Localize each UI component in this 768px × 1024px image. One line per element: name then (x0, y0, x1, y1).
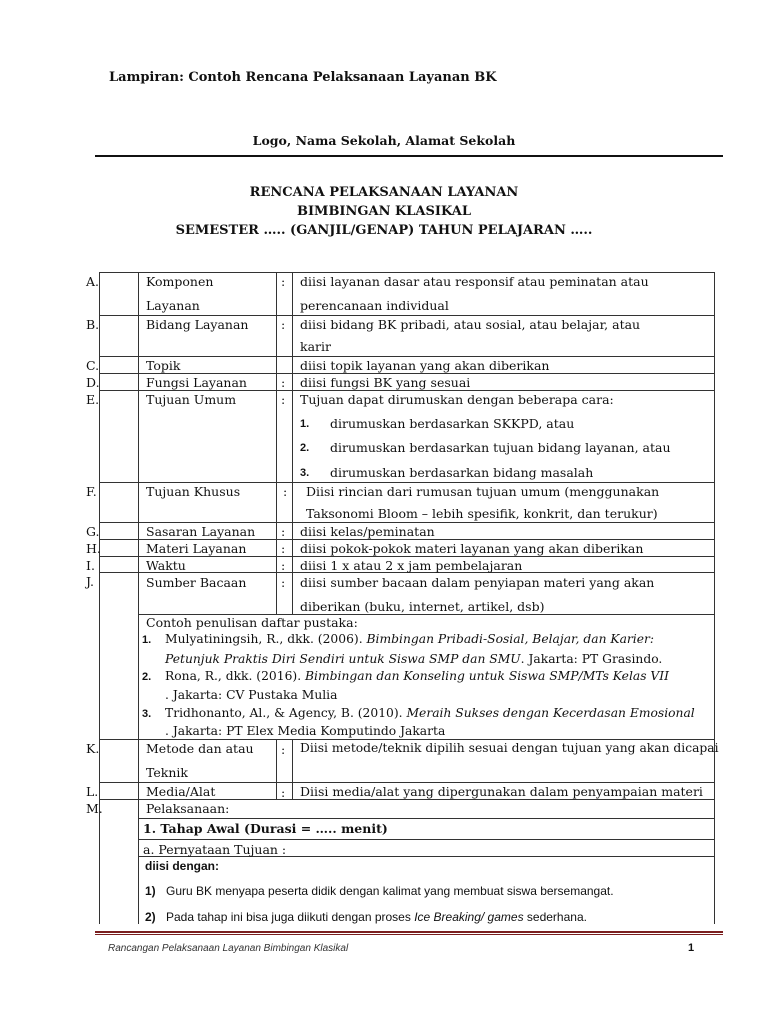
row-k-label2: Teknik (146, 765, 188, 780)
ref3-num: 3. (142, 708, 152, 720)
row-m-label: Pelaksanaan: (146, 801, 230, 816)
row-f-value1: Diisi rincian dari rumusan tujuan umum (menggunakan (306, 484, 660, 499)
tahap-awal-heading: 1. Tahap Awal (Durasi = ….. menit) (143, 821, 388, 836)
ref2-line1: Rona, R., dkk. (2016). Bimbingan dan Konseling untuk Siswa SMP/MTs Kelas VII (165, 669, 670, 683)
row-j-label: Sumber Bacaan (146, 575, 247, 590)
row-c-value: diisi topik layanan yang akan diberikan (300, 358, 550, 373)
page-number: 1 (688, 942, 695, 954)
row-l-value: Diisi media/alat yang dipergunakan dalam penyampaian materi (300, 784, 703, 799)
row-e-label: Tujuan Umum (146, 392, 237, 407)
row-e-colon: : (281, 392, 286, 407)
row-e-item3-text: dirumuskan berdasarkan bidang masalah (330, 465, 594, 480)
row-h-colon: : (281, 541, 286, 556)
row-e-item3-num: 3. (300, 467, 310, 479)
row-a-label1: Komponen (146, 274, 214, 289)
row-e-item1-num: 1. (300, 418, 310, 430)
doc-title-line3: SEMESTER ….. (GANJIL/GENAP) TAHUN PELAJARAN ….. (175, 223, 593, 238)
row-e-item2-text: dirumuskan berdasarkan tujuan bidang layanan, atau (330, 440, 671, 455)
ref3-line2: . Jakarta: PT Elex Media Komputindo Jakarta (165, 724, 446, 738)
step1-num: 1) (145, 884, 156, 898)
row-letter-m: M. (86, 801, 103, 816)
ref3-line1: Tridhonanto, Al., & Agency, B. (2010). Meraih Sukses dengan Kecerdasan Emosional (165, 706, 695, 720)
pernyataan-tujuan: a. Pernyataan Tujuan : (143, 842, 287, 857)
row-letter-l: L. (86, 784, 99, 799)
row-h-value: diisi pokok-pokok materi layanan yang akan diberikan (300, 541, 644, 556)
row-letter-d: D. (86, 375, 100, 390)
row-letter-k: K. (86, 741, 100, 756)
row-a-label2: Layanan (146, 298, 200, 313)
row-c-label: Topik (146, 358, 181, 373)
row-b-label: Bidang Layanan (146, 317, 249, 332)
footer-title: Rancangan Pelaksanaan Layanan Bimbingan Klasikal (108, 943, 349, 954)
lampiran-heading: Lampiran: Contoh Rencana Pelaksanaan Layanan BK (109, 70, 497, 85)
ref1-num: 1. (142, 634, 152, 646)
row-b-value1: diisi bidang BK pribadi, atau sosial, atau belajar, atau (300, 317, 641, 332)
row-letter-e: E. (86, 392, 100, 407)
ref2-num: 2. (142, 671, 152, 683)
row-j-value1: diisi sumber bacaan dalam penyiapan materi yang akan (300, 575, 655, 590)
row-letter-i: I. (86, 558, 95, 573)
ref1-line2: Petunjuk Praktis Diri Sendiri untuk Siswa SMP dan SMU. Jakarta: PT Grasindo. (165, 652, 663, 666)
row-e-item2-num: 2. (300, 442, 310, 454)
row-k-value: Diisi metode/teknik dipilih sesuai dengan tujuan yang akan dicapai (300, 741, 719, 755)
row-letter-b: B. (86, 317, 100, 332)
row-h-label: Materi Layanan (146, 541, 247, 556)
step2-text: Pada tahap ini bisa juga diikuti dengan proses Ice Breaking/ games sederhana. (166, 910, 587, 924)
row-letter-g: G. (86, 524, 100, 539)
ref1-line1: Mulyatiningsih, R., dkk. (2006). Bimbingan Pribadi-Sosial, Belajar, dan Karier: (165, 632, 655, 646)
row-k-label1: Metode dan atau (146, 741, 254, 756)
row-letter-c: C. (86, 358, 100, 373)
row-a-colon: : (281, 274, 286, 289)
row-i-colon: : (281, 558, 286, 573)
doc-title-line2: BIMBINGAN KLASIKAL (296, 204, 471, 219)
row-b-colon: : (281, 317, 286, 332)
row-letter-f: F. (86, 484, 97, 499)
footer-divider-thin (95, 934, 723, 935)
row-i-value: diisi 1 x atau 2 x jam pembelajaran (300, 558, 523, 573)
row-j-value2: diberikan (buku, internet, artikel, dsb) (300, 599, 545, 614)
row-a-value1: diisi layanan dasar atau responsif atau peminatan atau (300, 274, 649, 289)
row-g-label: Sasaran Layanan (146, 524, 256, 539)
row-d-colon: : (281, 375, 286, 390)
row-l-colon: : (281, 785, 286, 800)
row-letter-h: H. (86, 541, 101, 556)
row-g-colon: : (281, 524, 286, 539)
row-i-label: Waktu (146, 558, 186, 573)
row-letter-a: A. (86, 274, 100, 289)
row-f-label: Tujuan Khusus (146, 484, 241, 499)
row-d-value: diisi fungsi BK yang sesuai (300, 375, 471, 390)
row-b-value2: karir (300, 339, 331, 354)
row-j-colon: : (281, 575, 286, 590)
row-letter-j: J. (86, 574, 95, 589)
step2-num: 2) (145, 910, 156, 924)
row-l-label: Media/Alat (146, 784, 216, 799)
row-f-value2: Taksonomi Bloom – lebih spesifik, konkrit, dan terukur) (306, 506, 658, 521)
step1-text: Guru BK menyapa peserta didik dengan kalimat yang membuat siswa bersemangat. (166, 884, 614, 898)
row-k-colon: : (281, 742, 286, 757)
doc-title-line1: RENCANA PELAKSANAAN LAYANAN (249, 185, 519, 200)
school-header: Logo, Nama Sekolah, Alamat Sekolah (252, 133, 516, 148)
footer-divider (95, 931, 723, 933)
row-e-value: Tujuan dapat dirumuskan dengan beberapa cara: (300, 392, 614, 407)
row-f-colon: : (283, 484, 288, 499)
row-d-label: Fungsi Layanan (146, 375, 247, 390)
diisi-dengan: diisi dengan: (145, 859, 220, 873)
ref2-line2: . Jakarta: CV Pustaka Mulia (165, 688, 338, 702)
references-heading: Contoh penulisan daftar pustaka: (146, 615, 358, 630)
row-a-value2: perencanaan individual (300, 298, 449, 313)
row-g-value: diisi kelas/peminatan (300, 524, 435, 539)
row-e-item1-text: dirumuskan berdasarkan SKKPD, atau (330, 416, 575, 431)
